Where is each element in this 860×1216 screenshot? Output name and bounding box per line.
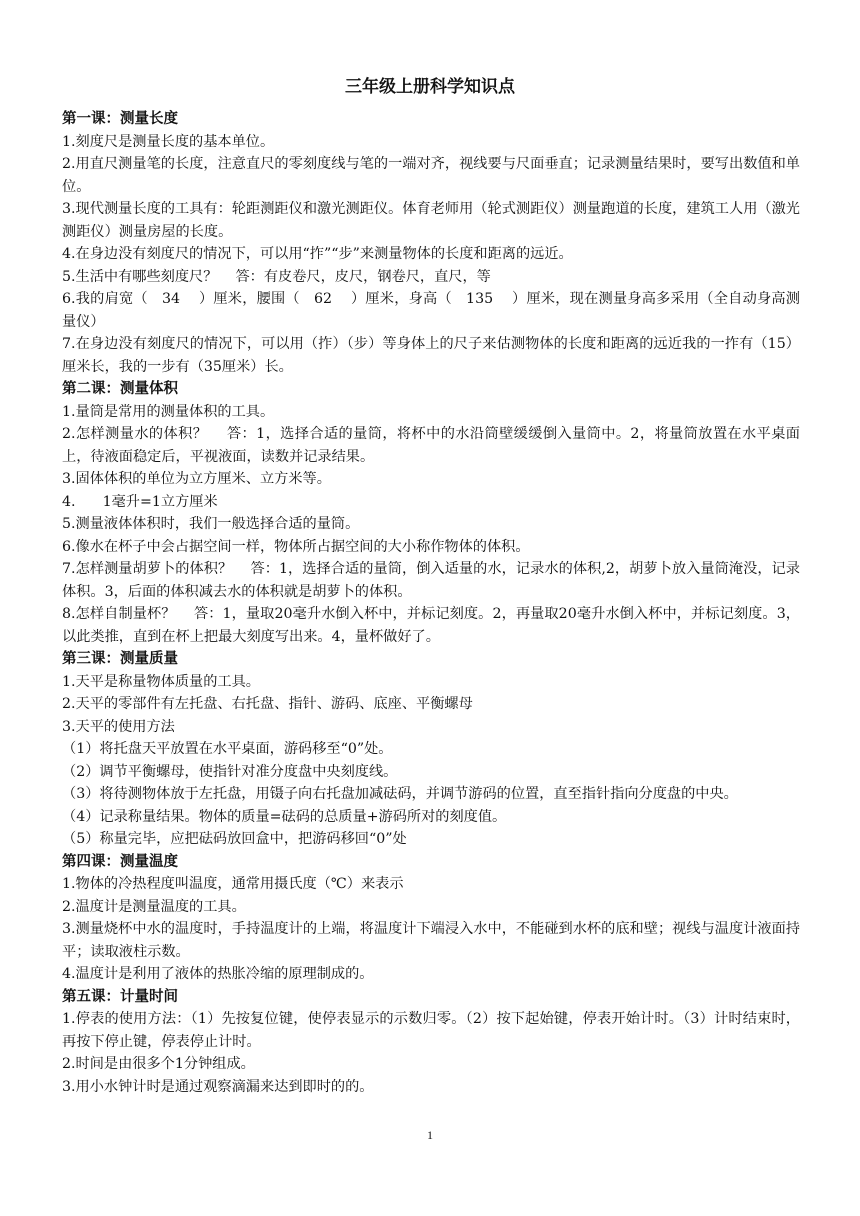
paragraph: 5.测量液体体积时，我们一般选择合适的量筒。: [62, 516, 360, 532]
lesson-4: [62, 851, 800, 986]
lesson-2: [62, 378, 800, 648]
paragraph: （1）将托盘天平放置在水平桌面，游码移至“0”处。: [62, 741, 393, 757]
paragraph: 1.刻度尺是测量长度的基本单位。: [62, 133, 275, 150]
paragraph: 4.温度计是利用了液体的热胀冷缩的原理制成的。: [62, 966, 374, 982]
lesson-heading: 第二课：测量体积: [62, 381, 178, 397]
paragraph: 3.现代测量长度的工具有：轮距测距仪和激光测距仪。体育老师用（轮式测距仪）测量跑道的长度，建筑工人用（激光测距仪）测量房屋的长度。: [62, 201, 800, 240]
paragraph: 1.天平是称量物体质量的工具。: [62, 673, 260, 690]
paragraph: 3.固体体积的单位为立方厘米、立方米等。: [62, 471, 331, 487]
paragraph: 1.停表的使用方法：（1）先按复位键，使停表显示的示数归零。（2）按下起始键，停表开始计时。（3）计时结束时，再按下停止键，停表停止计时。: [62, 1011, 800, 1050]
paragraph: 1.量筒是常用的测量体积的工具。: [62, 403, 275, 420]
paragraph: 3.天平的使用方法: [62, 718, 175, 735]
paragraph: 6.像水在杯子中会占据空间一样，物体所占据空间的大小称作物体的体积。: [62, 538, 530, 555]
paragraph: 2.温度计是测量温度的工具。: [62, 898, 246, 915]
paragraph: （3）将待测物体放于左托盘，用镊子向右托盘加减砝码，并调节游码的位置，直至指针指向分度盘的中央。: [62, 786, 738, 802]
paragraph: （5）称量完毕，应把砝码放回盒中，把游码移回“0”处: [62, 831, 407, 847]
paragraph: 2.时间是由很多个1分钟组成。: [62, 1056, 255, 1072]
page-number: 1: [427, 1128, 433, 1142]
paragraph: 2.用直尺测量笔的长度，注意直尺的零刻度线与笔的一端对齐，视线要与尺面垂直；记录测量结果时，要写出数值和单位。: [62, 156, 800, 195]
lesson-5: [62, 986, 800, 1099]
paragraph: 8.怎样自制量杯？ 答：1，量取20毫升水倒入杯中，并标记刻度。2，再量取20毫升水倒入杯中，并标记刻度。3，以此类推，直到在杯上把最大刻度写出来。4，量杯做好了。: [62, 606, 800, 645]
lesson-1: [62, 108, 800, 378]
paragraph: 4. 1毫升=1立方厘米: [62, 493, 218, 510]
paragraph: 7.怎样测量胡萝卜的体积？ 答：1，选择合适的量筒，倒入适量的水，记录水的体积,2，胡萝卜放入量筒淹没，记录体积。3，后面的体积减去水的体积就是胡萝卜的体积。: [62, 561, 800, 600]
paragraph: 7.在身边没有刻度尺的情况下，可以用（拃）（步）等身体上的尺子来估测物体的长度和距离的远近我的一拃有（15）厘米长，我的一步有（35厘米）长。: [62, 336, 800, 375]
paragraph: （4）记录称量结果。物体的质量=砝码的总质量+游码所对的刻度值。: [62, 808, 507, 825]
paragraph: 2.怎样测量水的体积？ 答：1，选择合适的量筒，将杯中的水沿筒壁缓缓倒入量筒中。2，将量筒放置在水平桌面上，待液面稳定后，平视液面，读数并记录结果。: [62, 426, 800, 465]
paragraph: 4.在身边没有刻度尺的情况下，可以用“拃”“步”来测量物体的长度和距离的远近。: [62, 246, 573, 262]
paragraph: （2）调节平衡螺母，使指针对准分度盘中央刻度线。: [62, 763, 398, 780]
lesson-heading: 第五课：计量时间: [62, 988, 178, 1005]
document-body: [62, 108, 800, 1098]
lesson-heading: 第一课：测量长度: [62, 111, 178, 127]
lesson-heading: 第四课：测量温度: [62, 853, 178, 870]
paragraph: 1.物体的冷热程度叫温度，通常用摄氏度（℃）来表示: [62, 876, 404, 892]
paragraph: 3.测量烧杯中水的温度时，手持温度计的上端，将温度计下端浸入水中，不能碰到水杯的底和壁；视线与温度计液面持平；读取液柱示数。: [62, 921, 800, 960]
paragraph: 5.生活中有哪些刻度尺？ 答：有皮卷尺，皮尺，钢卷尺，直尺，等: [62, 268, 491, 285]
paragraph: 2.天平的零部件有左托盘、右托盘、指针、游码、底座、平衡螺母: [62, 696, 473, 712]
paragraph: 3.用小水钟计时是通过观察滴漏来达到即时的的。: [62, 1078, 374, 1095]
lesson-heading: 第三课：测量质量: [62, 651, 178, 667]
paragraph: 6.我的肩宽（ 34 ）厘米，腰围（ 62 ）厘米，身高（ 135 ）厘米，现在测量身高多采用（全自动身高测量仪）: [62, 291, 800, 330]
lesson-3: [62, 648, 800, 851]
document-title: 三年级上册科学知识点: [345, 77, 515, 97]
